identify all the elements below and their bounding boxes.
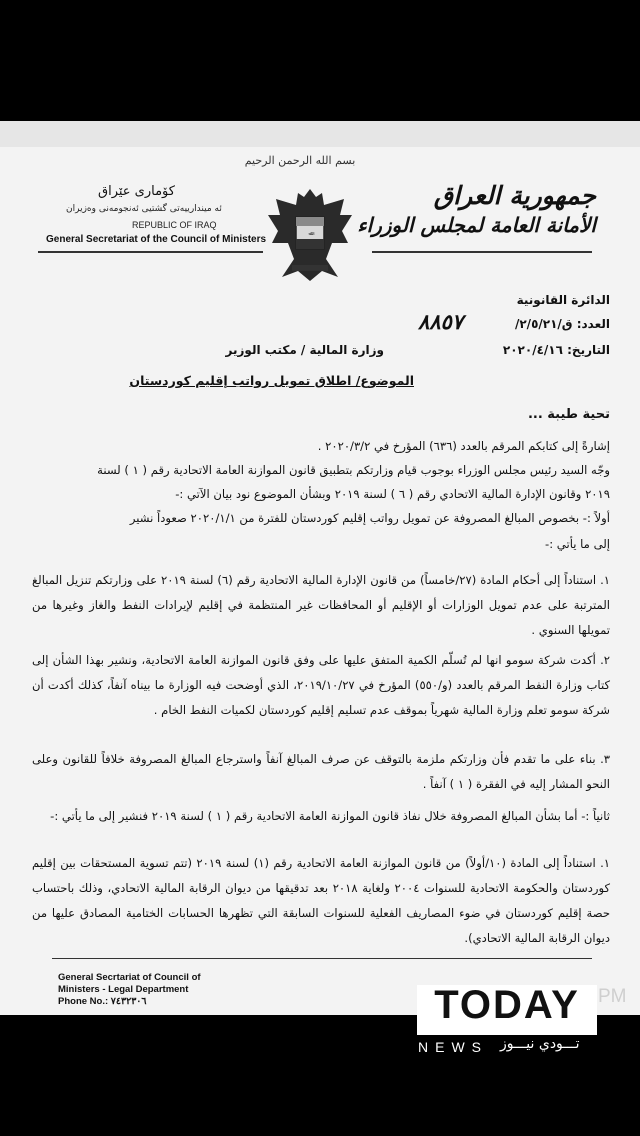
scan-top-strip: [0, 121, 640, 147]
item-3: ٣. بناء على ما تقدم فأن وزارتكم ملزمة بالتوقف عن صرف المبالغ آنفاً واسترجاع المبالغ المصروفة خلافاً للقانون وعلى النحو المشار إليه في الفقرة ( ١ ) آنفاً .: [32, 752, 610, 791]
footer-line-2: Ministers - Legal Department: [58, 984, 189, 995]
subject-line: الموضوع/ اطلاق تمويل رواتب إقليم كوردستان: [129, 373, 414, 388]
body-paragraph-5: إلى ما يأتي :-: [545, 537, 610, 551]
header-en-country: REPUBLIC OF IRAQ: [132, 220, 217, 230]
header-kurdish-org: ئه‌ ميندارييه‌تى گشتيى ئه‌نجومه‌نى وه‌زيران: [66, 204, 222, 214]
footer-rule: [52, 958, 592, 959]
item-1: ١. استناداً إلى أحكام المادة (٢٧/خامساً) من قانون الإدارة المالية الاتحادية رقم (٦) لسنة ٢٠١٩ على وزارتكم تنزيل المبالغ المترتبة على عدم تمويل الوزارات أو الإقليم أو المحافظات غير المنتظمة في إقليم لإيرادات النفط والغاز وغيرها من تمويلها السنوي .: [32, 573, 611, 637]
footer-phone: Phone No.: ٧٤٣٢٣٠٦: [58, 996, 147, 1007]
greeting: تحية طيبة ...: [527, 407, 610, 422]
svg-text:ﷲ: ﷲ: [308, 231, 312, 237]
header-ar-org: الأمانة العامة لمجلس الوزراء: [357, 213, 596, 237]
handwritten-number: ٨٨٥٧: [418, 309, 464, 334]
body-paragraph-3: ٢٠١٩ وقانون الإدارة المالية الاتحادي رقم ( ٦ ) لسنة ٢٠١٩ وبشأن الموضوع نود بيان الآتي :-: [175, 487, 610, 501]
header-kurdish-country: كۆماری عێراق: [98, 184, 175, 199]
addressee: وزارة المالية / مكتب الوزير: [225, 343, 384, 357]
time-fragment: PM: [598, 986, 627, 1007]
item-2: ٢. أكدت شركة سومو انها لم تُسلّم الكمية المتفق عليها على وفق قانون الموازنة العامة الاتحادية، ونشير بهذا الشأن إلى كتاب وزارة النفط المرقم بالعدد (و/٥٥٠) المؤرخ في ٢٠١٩/١٠/٢٧، الذي أوضحت فيه الوزارة ما بيناه آنفاً، كذلك أكدت أن شركة سومو تعلم وزارة المالية شهرياً بموقف عدم تسليم إقليم كوردستان لكميات النفط الخام .: [32, 653, 610, 717]
header-ar-country: جمهورية العراق: [433, 181, 596, 210]
section-second: ثانياً :- أما بشأن المبالغ المصروفة خلال نفاذ قانون الموازنة العامة الاتحادية رقم ( ١ ) لسنة ٢٠١٩ فنشير إلى ما يأتي :-: [50, 809, 610, 823]
reference-number: العدد: ق/٢/٥/٢١/: [514, 317, 610, 331]
news-label-arabic: تـــودي نيـــوز: [500, 1036, 580, 1052]
basmala: بسم الله الرحمن الرحيم: [244, 154, 356, 167]
today-news-logo: [417, 985, 597, 1035]
body-paragraph-4: أولاً :- بخصوص المبالغ المصروفة عن تمويل رواتب إقليم كوردستان للفترة من ٢٠٢٠/١/١ صعوداً نشير: [129, 511, 610, 525]
body-paragraph-1: إشارةً إلى كتابكم المرقم بالعدد (٦٣٦) المؤرخ في ٢٠٢٠/٣/٢ .: [317, 439, 610, 453]
header-rule-right: [372, 251, 592, 253]
item-second-1: ١. استناداً إلى المادة (١٠/أولاً) من قانون الموازنة العامة الاتحادية رقم (١) لسنة ٢٠١٩ (تتم تسوية المستحقات بين إقليم كوردستان والحكومة الاتحادية للسنوات ٢٠٠٤ ولغاية ٢٠١٨ بعد تدقيقها من ديوان الرقابة المالية الاتحادي، وذلك باحتساب حصة إقليم كوردستان في ضوء المصاريف الفعلية للسنوات السابقة التي تظهرها الحسابات الختامية المصادق عليها من ديوان الرقابة المالية الاتحادي).: [32, 856, 610, 945]
letter-date: التاريخ: ٢٠٢٠/٤/١٦: [502, 343, 610, 357]
iraq-eagle-emblem: [266, 181, 354, 285]
scanned-letter: [0, 121, 640, 1015]
footer-line-1: General Secrtariat of Council of: [58, 972, 201, 983]
logo-text: TODAY: [434, 983, 580, 1027]
header-rule-left: [38, 251, 263, 253]
header-en-org: General Secretariat of the Council of Ministers: [46, 234, 267, 245]
body-paragraph-2: وجّه السيد رئيس مجلس الوزراء بوجوب قيام وزارتكم بتطبيق قانون الموازنة العامة الاتحادية رقم ( ١ ) لسنة: [97, 463, 610, 477]
news-label: NEWS: [418, 1039, 488, 1055]
department-label: الدائرة القانونية: [516, 293, 610, 307]
